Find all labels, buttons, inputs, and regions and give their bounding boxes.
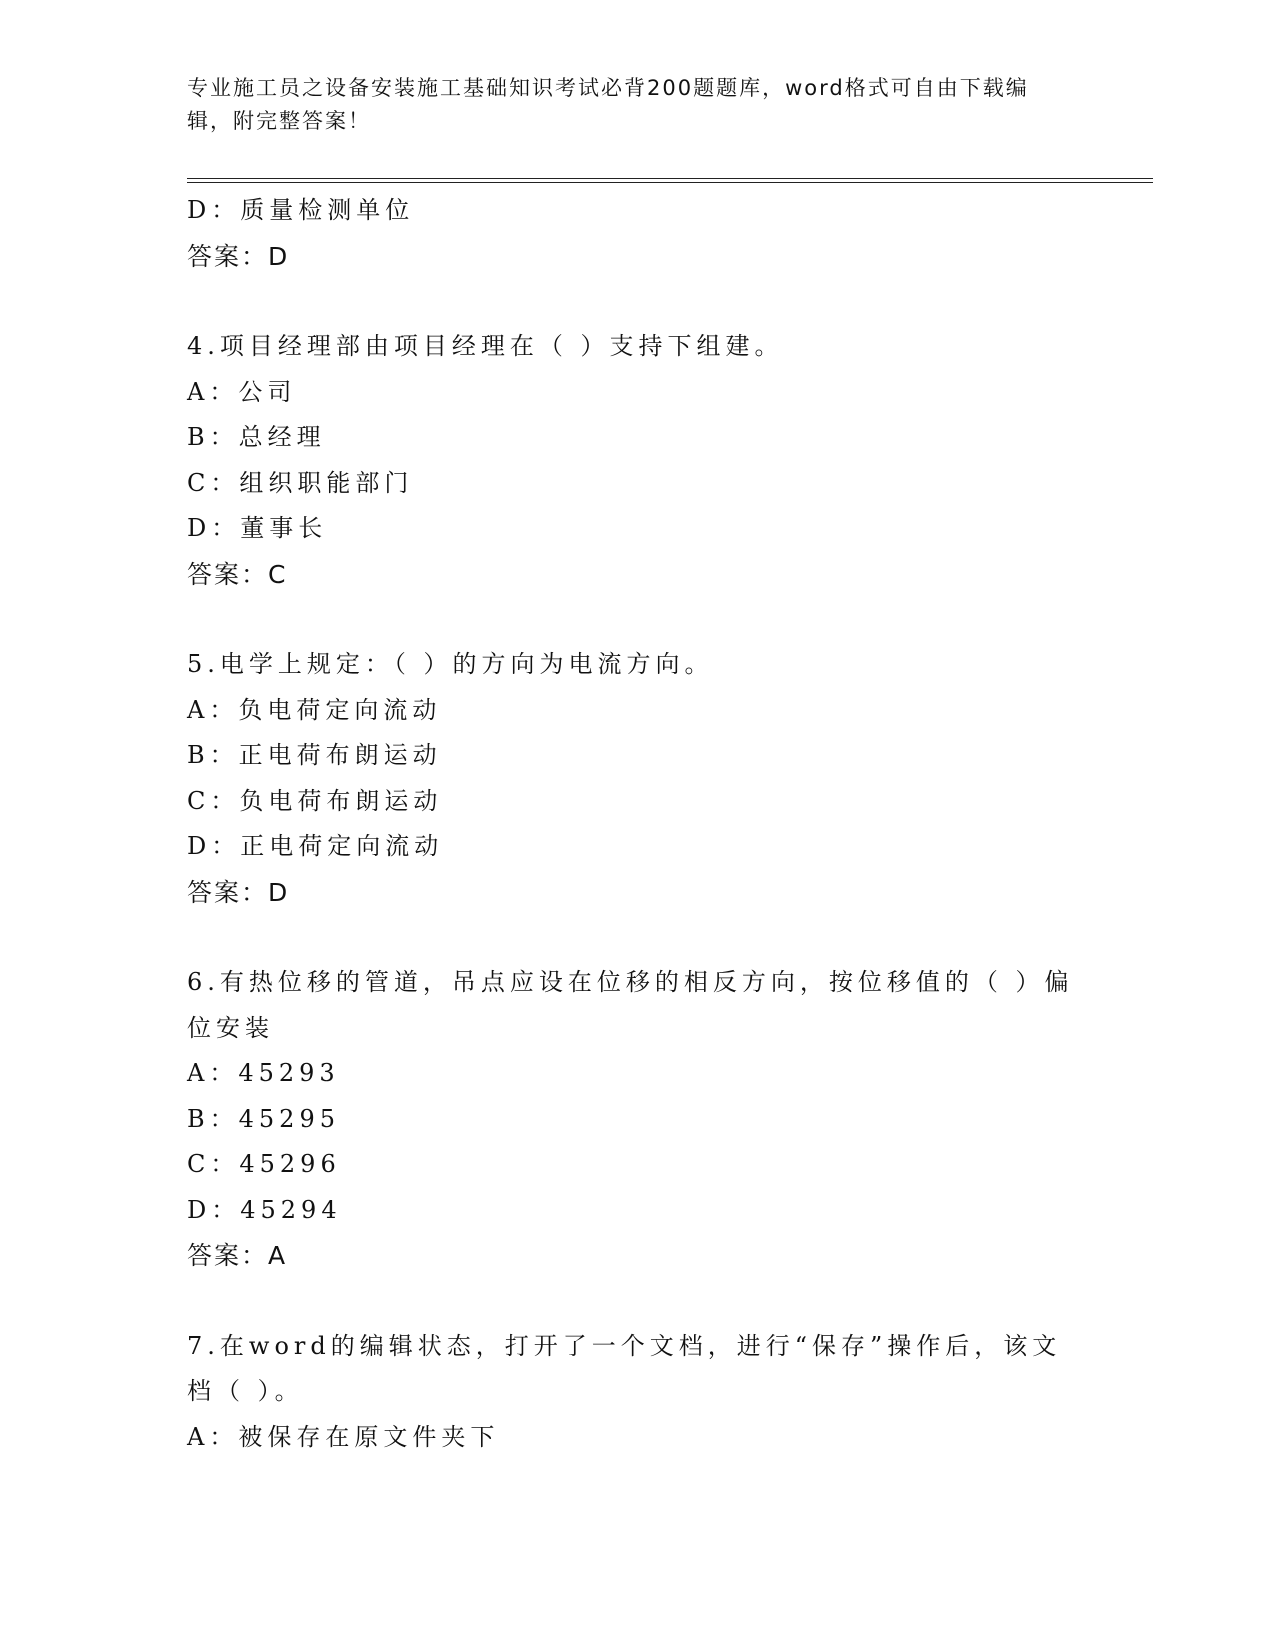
question-7 — [187, 1324, 1087, 1461]
spacer — [187, 279, 1087, 324]
option-c: C：45296 — [187, 1150, 341, 1178]
option-a: A：45293 — [187, 1059, 340, 1087]
spacer — [187, 915, 1087, 960]
option-a: A：被保存在原文件夹下 — [187, 1422, 500, 1451]
option-d: D：45294 — [187, 1195, 342, 1224]
option-a: A：负电荷定向流动 — [187, 695, 442, 724]
question-3-answer: 答案：D — [187, 241, 290, 271]
option-c: C：组织职能部门 — [187, 468, 414, 497]
question-stem: 7.在word的编辑状态，打开了一个文档，进行“保存”操作后，该文档（ ）。 — [187, 1331, 1062, 1405]
answer: 答案：C — [187, 559, 288, 589]
question-6 — [187, 960, 1087, 1279]
question-5 — [187, 642, 1087, 915]
question-3-option-d: D：质量检测单位 — [187, 196, 415, 224]
option-c: C：负电荷布朗运动 — [187, 786, 443, 815]
spacer — [187, 1279, 1087, 1324]
question-content — [187, 188, 1087, 1460]
option-b: B：正电荷布朗运动 — [187, 741, 442, 769]
question-stem: 4.项目经理部由项目经理在（ ）支持下组建。 — [187, 332, 784, 360]
answer: 答案：D — [187, 877, 290, 907]
option-d: D：董事长 — [187, 514, 328, 542]
document-header — [187, 72, 1067, 138]
header-divider — [187, 178, 1153, 183]
question-stem: 6.有热位移的管道，吊点应设在位移的相反方向，按位移值的（ ）偏位安装 — [187, 968, 1074, 1042]
question-4 — [187, 324, 1087, 597]
answer: 答案：A — [187, 1241, 288, 1270]
spacer — [187, 597, 1087, 642]
option-b: B：总经理 — [187, 423, 326, 451]
option-a: A：公司 — [187, 377, 297, 406]
option-d: D：正电荷定向流动 — [187, 832, 444, 860]
option-b: B：45295 — [187, 1104, 340, 1133]
question-stem: 5.电学上规定：（ ）的方向为电流方向。 — [187, 650, 714, 678]
document-title: 专业施工员之设备安装施工基础知识考试必背200题题库，word格式可自由下载编辑，附完整答案！ — [187, 76, 1029, 133]
